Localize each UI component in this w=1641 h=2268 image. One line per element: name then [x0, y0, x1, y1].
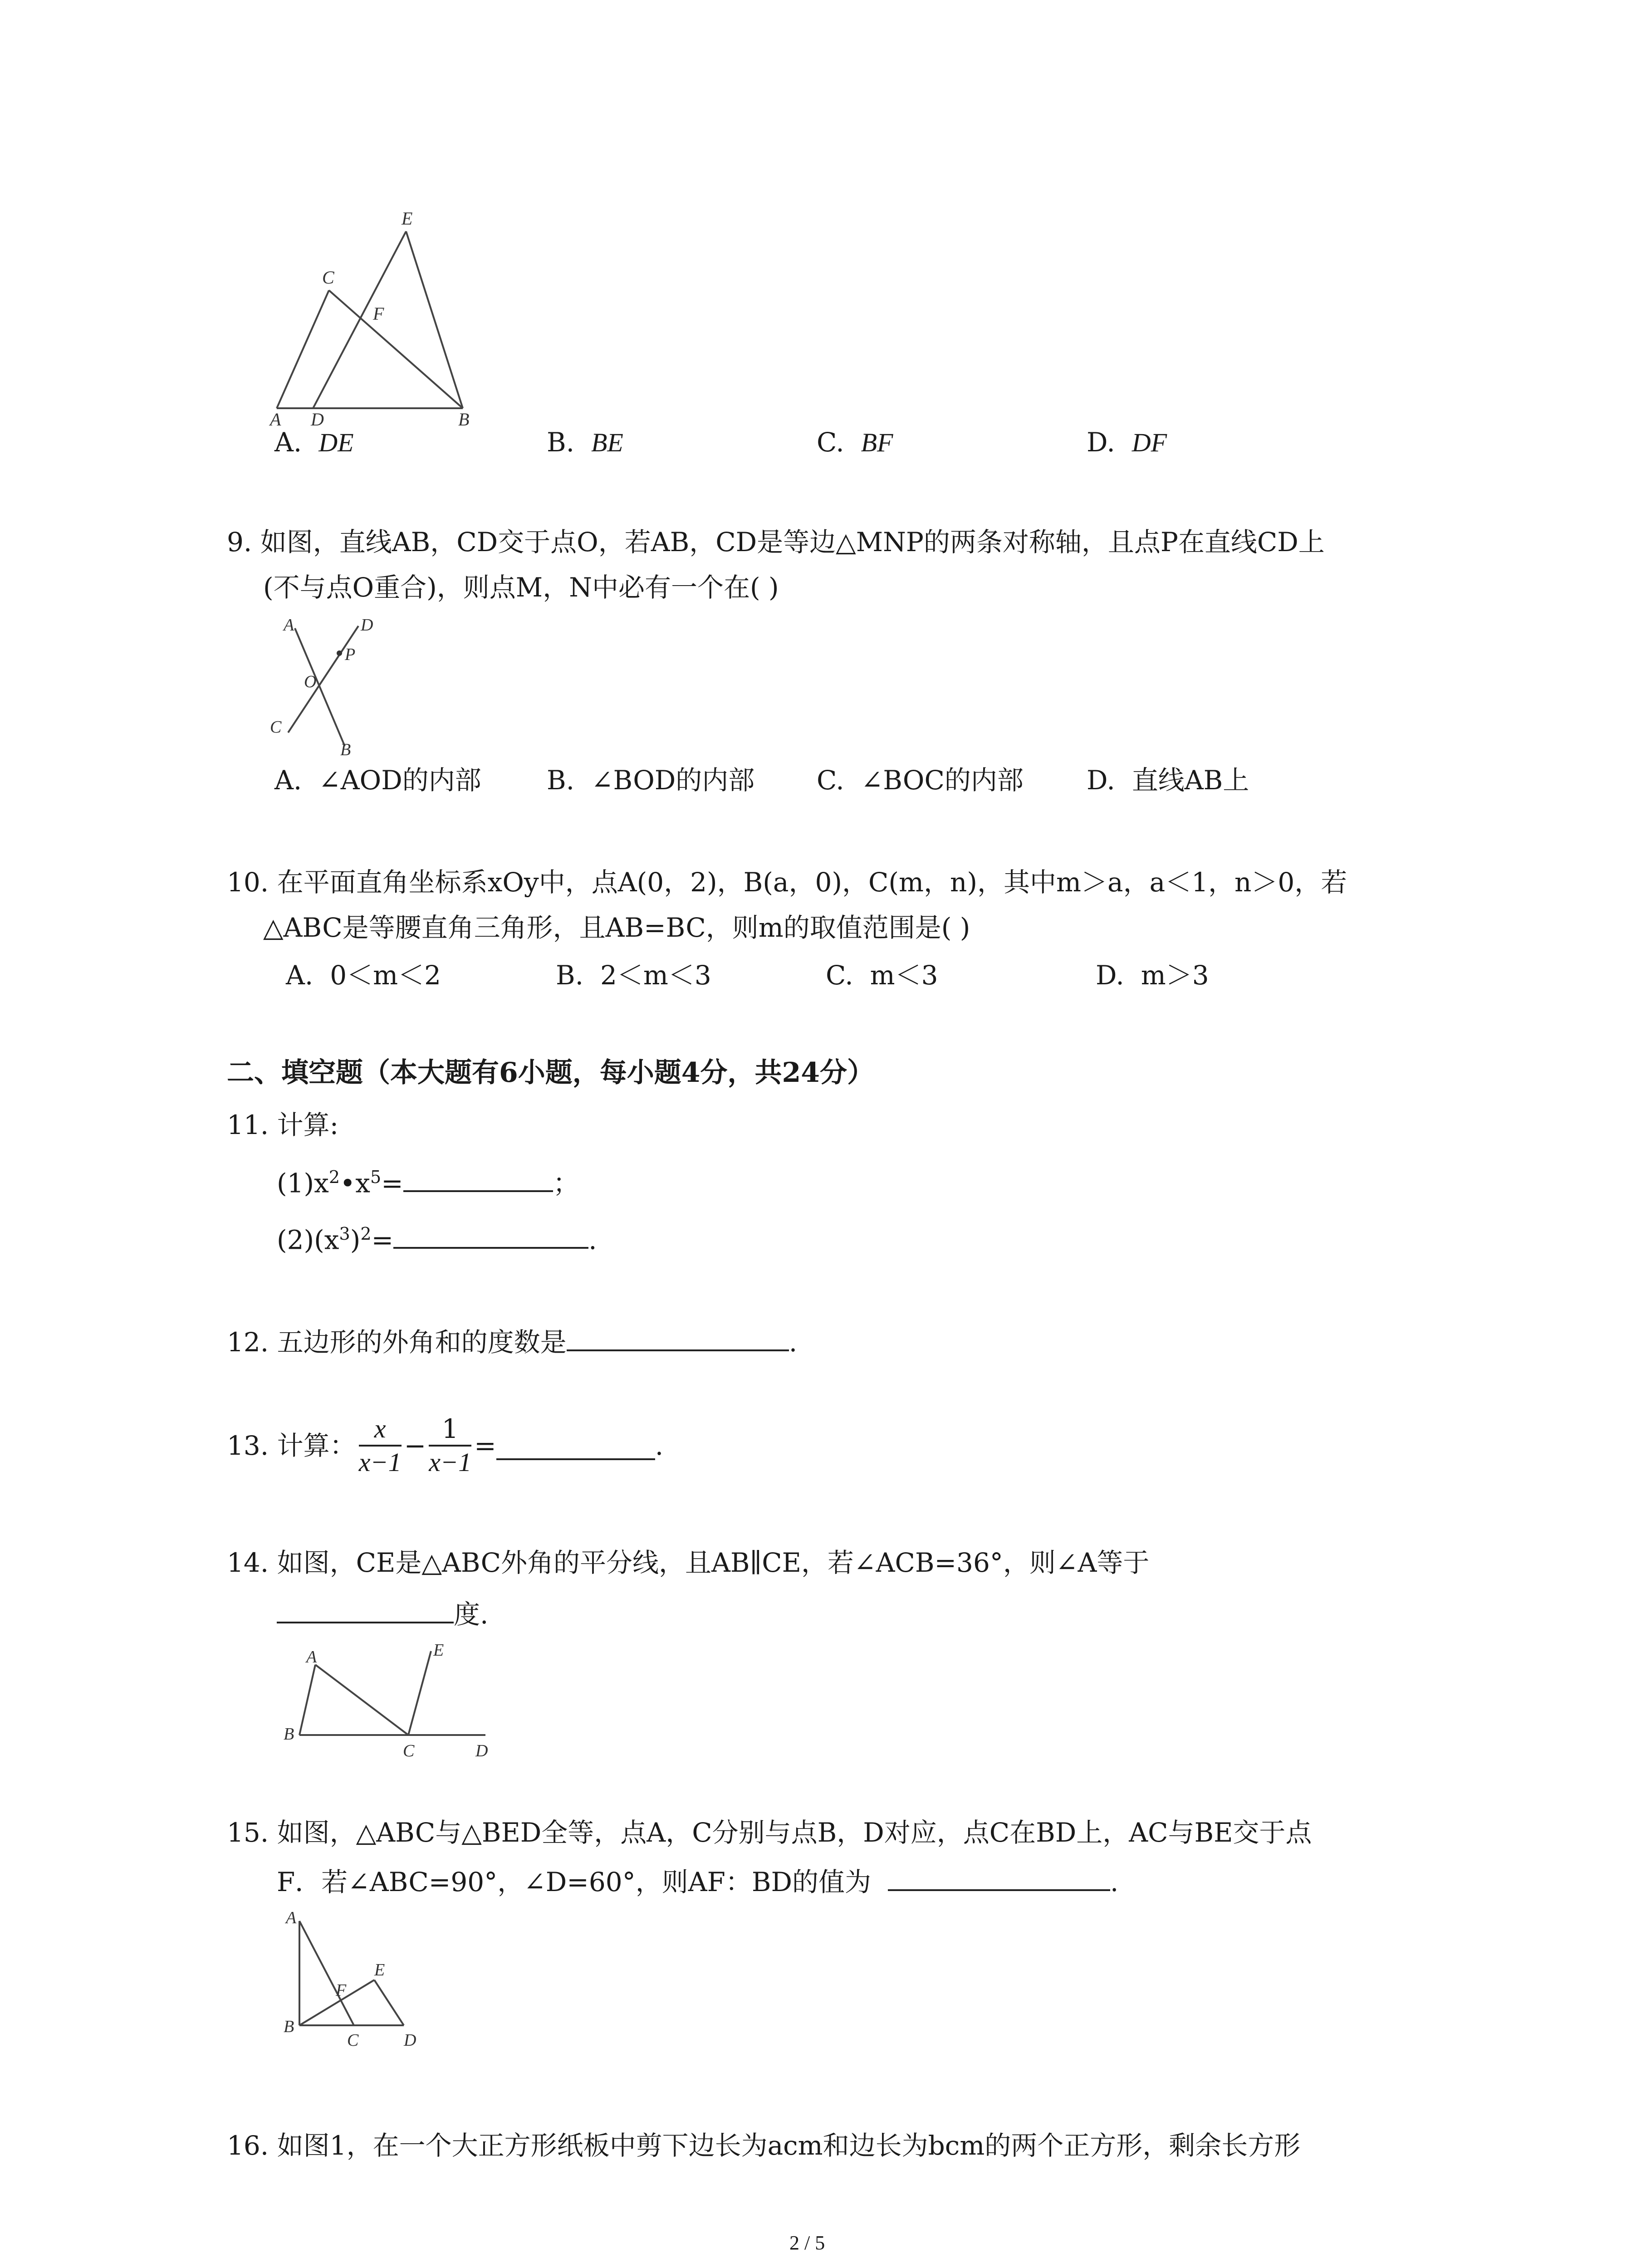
q14-label-e: E: [433, 1641, 444, 1660]
q14-line2: [277, 1594, 488, 1633]
q9-label-b: B: [340, 740, 351, 759]
q14-label-b: B: [284, 1725, 294, 1744]
q15-stem-line1: 15. 如图，△ABC与△BED全等，点A，C分别与点B，D对应，点C在BD上，AC与BE交于点: [227, 1817, 1312, 1848]
section-heading: 二、填空题（本大题有6小题，每小题4分，共24分）: [227, 1057, 874, 1089]
q10-option-c[interactable]: [826, 957, 938, 993]
q9-option-b-letter: B.: [547, 765, 575, 796]
q15-end: .: [1110, 1867, 1119, 1897]
q13-f1-numerator: x: [359, 1413, 402, 1447]
q10-option-d-letter: D.: [1096, 960, 1124, 991]
q10-option-b-text: 2＜m＜3: [600, 960, 711, 991]
q13: [227, 1413, 663, 1478]
q9-label-o: O: [304, 672, 317, 691]
q13-f2-denominator: x−1: [429, 1447, 472, 1477]
q13-end: .: [655, 1430, 664, 1461]
q13-f2-numerator: 1: [429, 1413, 471, 1447]
q15-label-e: E: [374, 1960, 385, 1980]
q9-option-a-text: ∠AOD的内部: [318, 765, 481, 796]
q11-part2-answer-blank[interactable]: [393, 1220, 588, 1249]
q8-option-c[interactable]: [817, 424, 893, 461]
q8-option-c-letter: C.: [817, 427, 844, 458]
q15-label-c: C: [347, 2031, 359, 2050]
q10-stem-line1: 10. 在平面直角坐标系xOy中，点A(0，2)，B(a，0)，C(m，n)，其中m＞a，a＜1，n＞0，若: [227, 867, 1347, 898]
q8-option-a-letter: A.: [274, 427, 302, 458]
q14-label-c: C: [403, 1741, 415, 1760]
q10-option-a-letter: A.: [286, 960, 314, 991]
q8-option-b[interactable]: [547, 424, 623, 461]
q9-line-ab: [295, 628, 345, 746]
q8-label-b: B: [458, 409, 470, 426]
q11-part2-end: .: [588, 1224, 597, 1256]
q11-part1-mid: •x: [340, 1168, 370, 1199]
q10-option-c-text: m＜3: [870, 960, 938, 991]
q10-option-a[interactable]: [286, 957, 441, 993]
q9-option-c-letter: C.: [817, 765, 844, 796]
q9-stem-line2: (不与点O重合)，则点M，N中必有一个在( ): [263, 572, 779, 603]
q8-option-b-letter: B.: [547, 427, 575, 458]
q9-option-a[interactable]: [274, 762, 481, 798]
q9-option-a-letter: A.: [274, 765, 302, 796]
q9-label-a: A: [284, 616, 294, 635]
q8-figure: [254, 209, 490, 426]
q11-part2-exp1: 3: [339, 1224, 350, 1244]
q9-point-p: [337, 650, 342, 656]
q11-part2: [277, 1216, 597, 1258]
q8-option-d[interactable]: [1087, 424, 1167, 461]
q8-line-cb: [329, 290, 463, 408]
q9-option-b-text: ∠BOD的内部: [591, 765, 755, 796]
q9-option-c[interactable]: [817, 762, 1024, 798]
q11-part1-prefix: (1)x: [277, 1168, 329, 1199]
q9-option-b[interactable]: [547, 762, 754, 798]
q14-label-a: A: [306, 1647, 317, 1667]
q11-part1-end: ；: [553, 1168, 579, 1199]
q8-option-a[interactable]: [274, 424, 354, 461]
q8-label-f: F: [373, 303, 384, 324]
q14-answer-blank[interactable]: [277, 1594, 454, 1623]
q10-option-c-letter: C.: [826, 960, 853, 991]
q15-stem-line2: F．若∠ABC=90°，∠D=60°，则AF：BD的值为: [277, 1867, 871, 1897]
q15-label-f: F: [336, 1981, 347, 2000]
q8-option-c-text: BF: [861, 428, 893, 457]
q11-part1: [277, 1159, 579, 1201]
q8-label-e: E: [402, 209, 413, 229]
q12-end: .: [789, 1327, 798, 1358]
q8-line-ac: [277, 290, 329, 408]
q12: [227, 1322, 797, 1360]
q10-option-b[interactable]: [556, 957, 711, 993]
q14-line-ac: [315, 1665, 408, 1735]
q14-stem-line1: 14. 如图，CE是△ABC外角的平分线，且AB∥CE，若∠ACB=36°，则∠A等于: [227, 1547, 1150, 1578]
q9-option-d-letter: D.: [1087, 765, 1115, 796]
q15-line-ed: [374, 1980, 404, 2025]
q13-answer-blank[interactable]: [496, 1431, 655, 1460]
q14-label-d: D: [475, 1741, 488, 1760]
q13-eq: =: [474, 1430, 496, 1461]
q11-part2-prefix: (2)(x: [277, 1224, 339, 1256]
q16-stem-line1: 16. 如图1，在一个大正方形纸板中剪下边长为acm和边长为bcm的两个正方形，剩余长方形: [227, 2130, 1301, 2161]
q8-option-d-letter: D.: [1087, 427, 1115, 458]
q9-stem-line1: 9. 如图，直线AB，CD交于点O，若AB，CD是等边△MNP的两条对称轴，且点P在直线CD上: [227, 527, 1325, 557]
q13-fraction-1: [359, 1413, 402, 1478]
q11-part1-exp2: 5: [370, 1167, 382, 1187]
q13-prefix: 13. 计算：: [227, 1430, 356, 1461]
q14-line-ab: [299, 1665, 315, 1735]
q15-label-d: D: [404, 2031, 416, 2050]
q9-option-d-text: 直线AB上: [1132, 765, 1249, 796]
q11-stem: 11. 计算:: [227, 1110, 339, 1140]
q15-line2: [277, 1862, 1118, 1900]
q11-part2-exp2: 2: [360, 1224, 372, 1244]
q8-label-c: C: [322, 267, 334, 288]
q9-option-d[interactable]: [1087, 762, 1249, 798]
q11-part2-mid: ): [350, 1224, 361, 1256]
q8-label-d: D: [311, 409, 324, 426]
q9-line-cd: [288, 626, 358, 733]
q9-option-c-text: ∠BOC的内部: [861, 765, 1024, 796]
q15-label-a: A: [286, 1908, 297, 1927]
q8-line-eb: [406, 231, 463, 408]
q10-option-a-text: 0＜m＜2: [330, 960, 441, 991]
q10-stem-line2: △ABC是等腰直角三角形，且AB=BC，则m的取值范围是( ): [263, 912, 970, 943]
q10-option-d-text: m＞3: [1141, 960, 1209, 991]
q8-label-a: A: [270, 409, 281, 426]
q13-fraction-2: [429, 1413, 471, 1478]
q8-option-d-text: DF: [1132, 428, 1167, 457]
q14-end: 度.: [454, 1599, 489, 1630]
q9-label-c: C: [270, 718, 282, 737]
q9-label-d: D: [361, 616, 373, 635]
q11-part2-eq: =: [371, 1224, 394, 1256]
q14-line-ce: [408, 1651, 431, 1735]
q8-option-b-text: BE: [591, 428, 623, 457]
q8-option-a-text: DE: [318, 428, 354, 457]
q13-minus: −: [404, 1430, 426, 1461]
q10-option-b-letter: B.: [556, 960, 584, 991]
q14-figure: [272, 1637, 508, 1765]
page-number: 2 / 5: [789, 2232, 825, 2254]
q12-text: 12. 五边形的外角和的度数是: [227, 1327, 567, 1358]
q11-part1-answer-blank[interactable]: [403, 1163, 553, 1192]
q9-figure: [259, 610, 386, 760]
q15-label-b: B: [284, 2017, 294, 2036]
q9-label-p: P: [345, 645, 356, 664]
q15-answer-blank[interactable]: [888, 1862, 1110, 1891]
q15-figure: [272, 1903, 436, 2053]
q11-part1-exp1: 2: [328, 1167, 340, 1187]
q11-part1-eq: =: [381, 1168, 403, 1199]
q12-answer-blank[interactable]: [567, 1322, 789, 1351]
q13-f1-denominator: x−1: [358, 1447, 402, 1477]
q10-option-d[interactable]: [1096, 957, 1209, 993]
q8-line-de: [313, 231, 406, 408]
